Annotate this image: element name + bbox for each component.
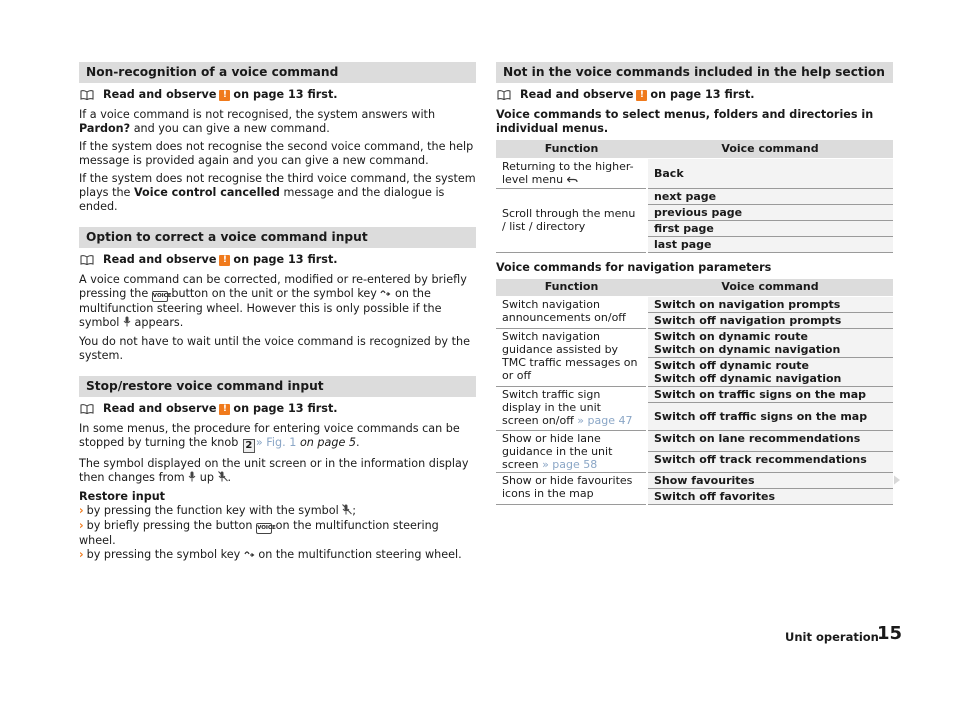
warning-icon: !	[219, 255, 230, 266]
paragraph: A voice command can be corrected, modified or re-entered by briefly pressing the VOICE button on the unit or the symbol key on the multifunction steering wheel. However this is only possible if the symbol appears.	[79, 273, 467, 329]
list-item: › by pressing the symbol key on the multifunction steering wheel.	[79, 548, 462, 561]
read-observe-note	[496, 88, 893, 102]
section-title-non-recognition: Non-recognition of a voice command	[79, 62, 476, 83]
read-observe-note	[79, 88, 476, 102]
table-header: Voice command	[647, 140, 893, 158]
warning-icon: !	[636, 90, 647, 101]
paragraph: If the system does not recognise the second voice command, the help message is provided again and you can give a new command.	[79, 140, 474, 167]
voice-symbol-key-icon	[244, 549, 255, 563]
book-icon	[80, 404, 94, 414]
command-cell: Switch on dynamic route Switch on dynamic navigation	[647, 329, 893, 358]
page-link[interactable]: » page 47	[577, 414, 633, 427]
right-column	[496, 62, 893, 505]
list-item: › by briefly pressing the button VOICE on the multifunction steering wheel.	[79, 519, 439, 547]
table-row	[496, 431, 893, 452]
warning-icon: !	[219, 90, 230, 101]
navigation-commands-table	[496, 279, 893, 506]
table-caption: Voice commands for navigation parameters	[496, 260, 772, 274]
microphone-icon	[123, 316, 131, 331]
table-header: Function	[496, 140, 647, 158]
page-number: 15	[877, 623, 903, 644]
table-row	[496, 387, 893, 403]
command-cell: Switch on lane recommendations	[647, 431, 893, 452]
menu-commands-table	[496, 140, 893, 253]
command-cell: last page	[647, 236, 893, 252]
command-cell: Switch off traffic signs on the map	[647, 403, 893, 431]
command-cell: Switch off dynamic route Switch off dynamic navigation	[647, 358, 893, 387]
book-icon	[80, 255, 94, 265]
read-observe-text: Read and observe	[103, 402, 217, 415]
voice-key-icon: VOICE	[152, 291, 168, 302]
read-observe-note	[79, 253, 476, 267]
function-cell: Switch traffic sign display in the unit screen on/off » page 47	[496, 387, 647, 431]
function-cell: Show or hide favourites icons in the map	[496, 473, 647, 505]
warning-icon: !	[219, 404, 230, 415]
function-cell: Show or hide lane guidance in the unit screen » page 58	[496, 431, 647, 473]
function-cell: Switch navigation guidance assisted by TMC traffic messages on or off	[496, 329, 647, 387]
table-header: Function	[496, 279, 647, 297]
function-cell: Switch navigation announcements on/off	[496, 297, 647, 329]
page-link[interactable]: » page 58	[542, 458, 598, 471]
section-title-not-in-help: Not in the voice commands included in the help section	[496, 62, 893, 83]
read-observe-page: on page 13 first.	[233, 402, 338, 415]
figure-link[interactable]: » Fig. 1	[255, 436, 297, 449]
paragraph: The symbol displayed on the unit screen or in the information display then changes from up .	[79, 457, 469, 484]
paragraph: You do not have to wait until the voice command is recognized by the system.	[79, 335, 470, 362]
table-row	[496, 297, 893, 313]
table-row	[496, 188, 893, 204]
command-cell: Switch on navigation prompts	[647, 297, 893, 313]
section-title-correct-input: Option to correct a voice command input	[79, 227, 476, 248]
microphone-muted-icon	[342, 504, 352, 519]
read-observe-page: on page 13 first.	[233, 253, 338, 266]
table-row	[496, 158, 893, 188]
continue-arrow-icon	[893, 475, 901, 489]
command-cell: Back	[647, 158, 893, 188]
function-cell: Returning to the higher-level menu	[496, 158, 647, 188]
book-icon	[497, 90, 511, 100]
command-cell: Show favourites	[647, 473, 893, 489]
microphone-icon	[188, 471, 196, 486]
command-cell: next page	[647, 188, 893, 204]
command-cell: first page	[647, 220, 893, 236]
microphone-muted-icon	[218, 471, 228, 486]
command-cell: Switch off navigation prompts	[647, 313, 893, 329]
table-caption: Voice commands to select menus, folders and directories in individual menus.	[496, 108, 874, 135]
paragraph: If the system does not recognise the third voice command, the system plays the Voice control cancelled message and the dialogue is ended.	[79, 172, 476, 213]
read-observe-text: Read and observe	[103, 88, 217, 101]
section-title-stop-restore: Stop/restore voice command input	[79, 376, 476, 397]
back-arrow-icon	[567, 174, 578, 187]
footer-section: Unit operation	[785, 630, 879, 644]
restore-heading: Restore input	[79, 490, 166, 503]
read-observe-page: on page 13 first.	[650, 88, 755, 101]
voice-key-icon: VOICE	[256, 523, 272, 534]
list-item: › by pressing the function key with the symbol ;	[79, 504, 357, 517]
function-cell: Scroll through the menu / list / directory	[496, 188, 647, 252]
paragraph: If a voice command is not recognised, the system answers with Pardon? and you can give a new command.	[79, 108, 436, 135]
read-observe-note	[79, 402, 476, 416]
knob-callout: 2	[243, 439, 255, 453]
read-observe-text: Read and observe	[520, 88, 634, 101]
table-header: Voice command	[647, 279, 893, 297]
paragraph: In some menus, the procedure for entering voice commands can be stopped by turning the knob 2 » Fig. 1 on page 5.	[79, 422, 460, 451]
table-row	[496, 329, 893, 358]
command-cell: previous page	[647, 204, 893, 220]
table-row	[496, 473, 893, 489]
command-cell: Switch on traffic signs on the map	[647, 387, 893, 403]
book-icon	[80, 90, 94, 100]
read-observe-text: Read and observe	[103, 253, 217, 266]
command-cell: Switch off favorites	[647, 489, 893, 505]
voice-symbol-key-icon	[380, 288, 391, 302]
left-column	[79, 62, 476, 563]
command-cell: Switch off track recommendations	[647, 452, 893, 473]
read-observe-page: on page 13 first.	[233, 88, 338, 101]
